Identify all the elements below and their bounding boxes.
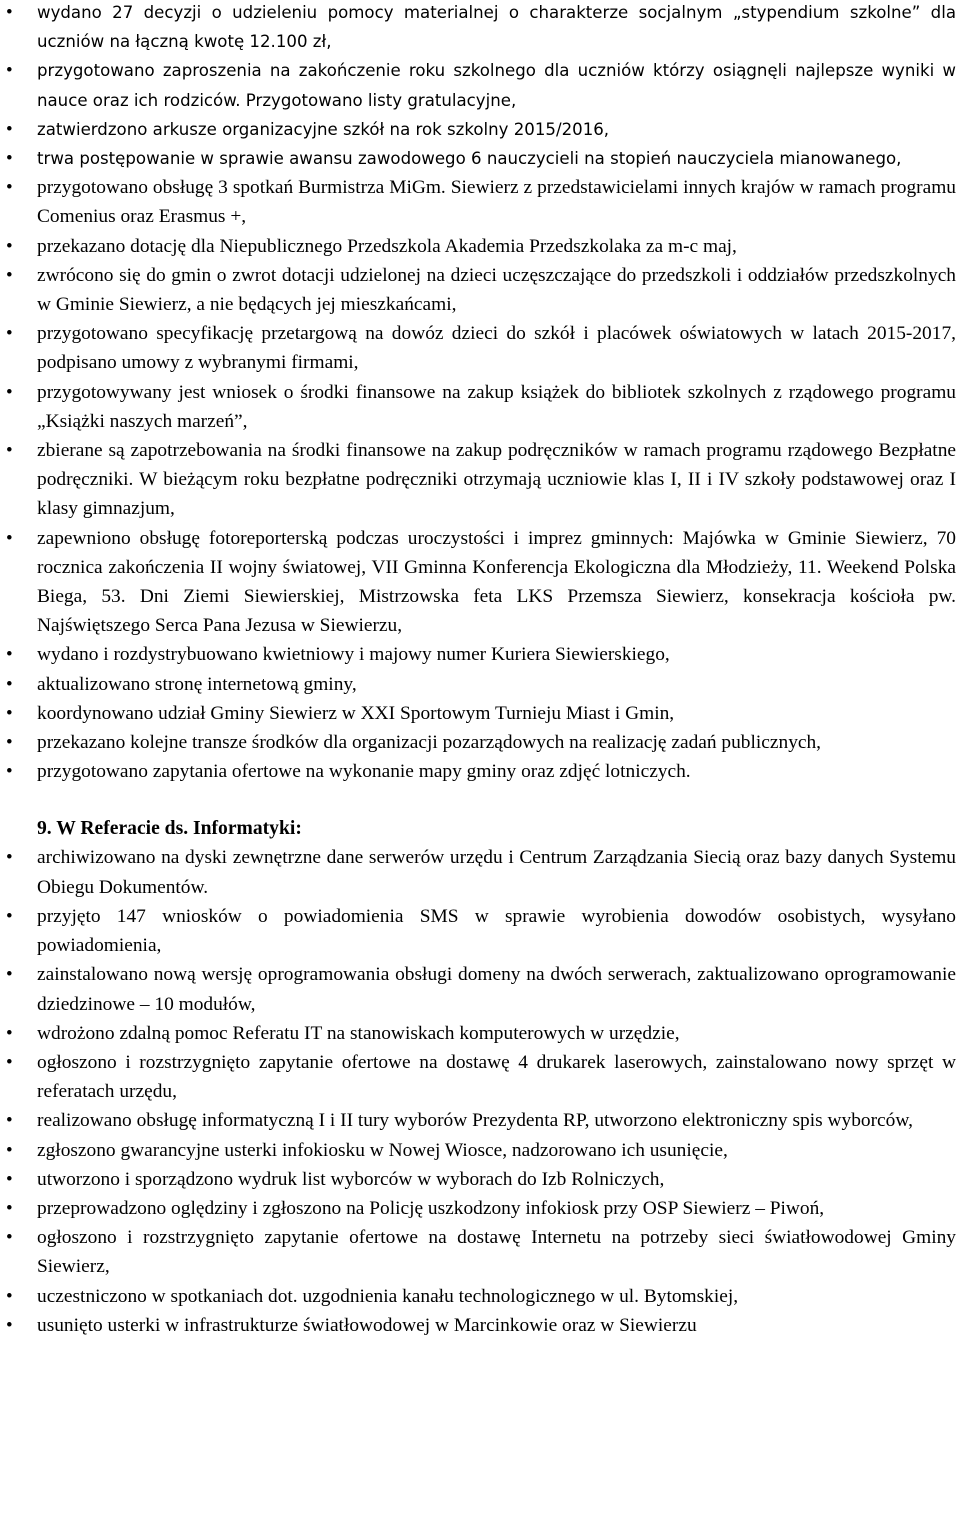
list-item-text: usunięto usterki w infrastrukturze światłowodowej w Marcinkowie oraz w Siewierzu — [37, 1314, 697, 1336]
list-item — [0, 173, 960, 231]
list-item — [0, 902, 960, 960]
list-item-text: wydano i rozdystrybuowano kwietniowy i majowy numer Kuriera Siewierskiego, — [37, 644, 670, 666]
list-item-text: ogłoszono i rozstrzygnięto zapytanie ofertowe na dostawę 4 drukarek laserowych, zainstalowano nowy sprzęt w referatach urzędu, — [37, 1051, 956, 1103]
list-item — [0, 261, 960, 319]
list-item — [0, 1019, 960, 1048]
list-item-text: przyjęto 147 wniosków o powiadomienia SMS w sprawie wyrobienia dowodów osobistych, wysyłano powiadomienia, — [37, 905, 956, 957]
list-item-text: przygotowano zapytania ofertowe na wykonanie mapy gminy oraz zdjęć lotniczych. — [37, 761, 691, 783]
list-item — [0, 640, 960, 669]
list-item — [0, 1136, 960, 1165]
list-item-text: przygotowano zaproszenia na zakończenie roku szkolnego dla uczniów którzy osiągnęli najlepsze wyniki w nauce oraz ich rodziców. Przygotowano listy gratulacyjne, — [37, 61, 956, 110]
list-item — [0, 115, 960, 144]
list-item — [0, 436, 960, 524]
list-item-text: trwa postępowanie w sprawie awansu zawodowego 6 nauczycieli na stopień nauczyciela mianowanego, — [37, 149, 902, 169]
list-item-text: zainstalowano nową wersję oprogramowania obsługi domeny na dwóch serwerach, zaktualizowano oprogramowanie dziedzinowe – 10 modułów, — [37, 964, 956, 1015]
list-item-text: przekazano kolejne transze środków dla organizacji pozarządowych na realizację zadań publicznych, — [37, 732, 822, 754]
list-item — [0, 524, 960, 641]
list-item-text: przygotowano obsługę 3 spotkań Burmistrza MiGm. Siewierz z przedstawicielami innych krajów w ramach programu Comenius oraz Erasmus +, — [37, 177, 956, 228]
list-item — [0, 1311, 960, 1340]
list-item-text: wdrożono zdalną pomoc Referatu IT na stanowiskach komputerowych w urzędzie, — [37, 1022, 680, 1044]
list-item-text: przygotowywany jest wniosek o środki finansowe na zakup książek do bibliotek szkolnych z rządowego programu „Książki naszych marzeń”, — [37, 381, 956, 432]
list-item-text: przygotowano specyfikację przetargową na dowóz dzieci do szkół i placówek oświatowych w latach 2015-2017, podpisano umowy z wybranymi firmami, — [37, 323, 956, 374]
list-item-text: realizowano obsługę informatyczną I i II tury wyborów Prezydenta RP, utworzono elektroniczny spis wyborców, — [37, 1110, 913, 1132]
list-item — [0, 144, 960, 173]
list-item — [0, 843, 960, 901]
list-item — [0, 670, 960, 699]
list-item — [0, 1048, 960, 1106]
list-item — [0, 1165, 960, 1194]
list-item — [0, 1106, 960, 1135]
list-item — [0, 232, 960, 261]
list-item — [0, 1194, 960, 1223]
list-item-text: zwrócono się do gmin o zwrot dotacji udzielonej na dzieci uczęszczające do przedszkoli i oddziałów przedszkolnych w Gminie Siewierz, a nie będących jej mieszkańcami, — [37, 264, 956, 316]
list-item — [0, 1282, 960, 1311]
list-item-text: koordynowano udział Gminy Siewierz w XXI Sportowym Turnieju Miast i Gmin, — [37, 702, 675, 724]
list-item-text: archiwizowano na dyski zewnętrzne dane serwerów urzędu i Centrum Zarządzania Siecią oraz bazy danych Systemu Obiegu Dokumentów. — [37, 847, 956, 898]
list-item-text: ogłoszono i rozstrzygnięto zapytanie ofertowe na dostawę Internetu na potrzeby sieci światłowodowej Gminy Siewierz, — [37, 1227, 956, 1278]
list-item-text: przekazano dotację dla Niepublicznego Przedszkola Akademia Przedszkolaka za m-c maj, — [37, 235, 737, 257]
list-item-text: zapewniono obsługę fotoreporterską podczas uroczystości i imprez gminnych: Majówka w Gminie Siewierz, 70 rocznica zakończenia II wojny światowej, VII Gminna Konferencja Ekologiczna dla Młodzieży, 11. Weekend Polska Biega, 53. Dni Ziemi Siewierskiej, Mistrzowska feta LKS Przemsza Siewierz, konsekracja kościoła pw. Najświętszego Serca Pana Jezusa w Siewierzu, — [37, 527, 956, 637]
list-item-text: aktualizowano stronę internetową gminy, — [37, 673, 357, 695]
list-item-text: przeprowadzono oględziny i zgłoszono na Policję uszkodzony infokiosk przy OSP Siewierz – Piwoń, — [37, 1197, 825, 1219]
list-item — [0, 960, 960, 1018]
section-heading: 9. W Referacie ds. Informatyki: — [37, 818, 302, 840]
list-item — [0, 319, 960, 377]
list-item — [0, 1223, 960, 1281]
list-item — [0, 699, 960, 728]
list-item — [0, 757, 960, 786]
bullet-list-it — [0, 843, 960, 1339]
list-item-text: zgłoszono gwarancyjne usterki infokiosku w Nowej Wiosce, nadzorowano ich usunięcie, — [37, 1139, 728, 1161]
list-item-text: uczestniczono w spotkaniach dot. uzgodnienia kanału technologicznego w ul. Bytomskiej, — [37, 1285, 739, 1307]
list-item — [0, 378, 960, 436]
list-item-text: zbierane są zapotrzebowania na środki finansowe na zakup podręczników w ramach programu rządowego Bezpłatne podręczniki. W bieżącym roku bezpłatne podręczniki otrzymają uczniowie klas I, II i IV szkoły podstawowej oraz I klasy gimnazjum, — [37, 440, 956, 520]
list-item — [0, 0, 960, 56]
list-item — [0, 728, 960, 757]
list-item-text: wydano 27 decyzji o udzieleniu pomocy materialnej o charakterze socjalnym „stypendium szkolne” dla uczniów na łączną kwotę 12.100 zł, — [37, 3, 956, 52]
list-item — [0, 56, 960, 114]
list-item-text: utworzono i sporządzono wydruk list wyborców w wyborach do Izb Rolniczych, — [37, 1168, 665, 1190]
list-item-text: zatwierdzono arkusze organizacyjne szkół na rok szkolny 2015/2016, — [37, 119, 610, 139]
